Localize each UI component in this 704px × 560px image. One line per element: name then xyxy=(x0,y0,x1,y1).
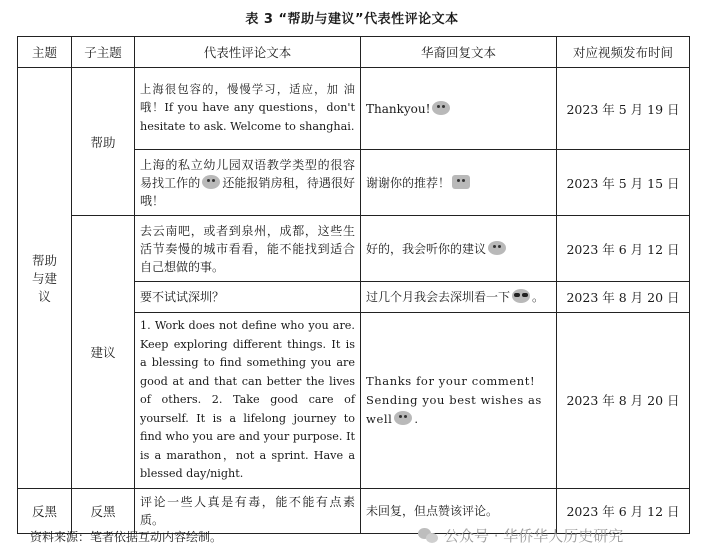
sunglasses-face-emoji-icon xyxy=(512,289,530,303)
reply-text: 谢谢你的推荐！ xyxy=(366,175,451,190)
smiling-face-emoji-icon xyxy=(488,241,506,255)
reply-cell xyxy=(361,313,557,489)
theme-anti: 反黑 xyxy=(18,488,72,533)
date-cell: 2023 年 5 月 15 日 xyxy=(557,150,690,216)
reply-cell xyxy=(361,282,557,313)
reply-text-end: . xyxy=(414,411,419,426)
watermark xyxy=(418,523,696,547)
header-theme: 主题 xyxy=(18,37,72,68)
reply-cell: 未回复，但点赞该评论。 xyxy=(361,488,557,533)
reply-text: Thankyou! xyxy=(366,101,431,116)
subtheme-anti: 反黑 xyxy=(72,488,135,533)
comment-cell: 去云南吧，或者到泉州，成都，这些生活节奏慢的城市看看，能不能找到适合自己想做的事。 xyxy=(135,216,361,282)
header-comment: 代表性评论文本 xyxy=(135,37,361,68)
reply-cell xyxy=(361,150,557,216)
reply-text: Thanks for your comment! Sending you best wishes as well xyxy=(366,373,542,426)
date-cell: 2023 年 5 月 19 日 xyxy=(557,68,690,150)
comment-cell: 要不试试深圳？ xyxy=(135,282,361,313)
watermark-text: 公众号 · 华侨华人历史研究 xyxy=(444,526,624,545)
comments-table xyxy=(17,36,690,534)
subtheme-advice: 建议 xyxy=(72,216,135,489)
date-cell: 2023 年 8 月 20 日 xyxy=(557,313,690,489)
comment-cell: 评论一些人真是有毒，能不能有点素质。 xyxy=(135,488,361,533)
reply-cell xyxy=(361,216,557,282)
reply-text: 好的，我会听你的建议 xyxy=(366,241,487,256)
date-cell: 2023 年 6 月 12 日 xyxy=(557,216,690,282)
table-caption: 表 3 “帮助与建议”代表性评论文本 xyxy=(245,12,459,27)
comment-text: 上海的私立幼儿园双语教学类型的很容易找工作的 xyxy=(140,157,355,190)
grinning-face-emoji-icon xyxy=(202,175,220,189)
header-date: 对应视频发布时间 xyxy=(557,37,690,68)
table-row xyxy=(18,68,690,150)
reply-text: 过几个月我会去深圳看一下 xyxy=(366,290,511,304)
raising-hands-emoji-icon xyxy=(452,175,470,189)
reply-text-end: 。 xyxy=(532,290,545,304)
smiling-face-emoji-icon xyxy=(394,411,412,425)
theme-help-advice: 帮助与建议 xyxy=(18,68,72,489)
subtheme-help: 帮助 xyxy=(72,68,135,216)
header-subtheme: 子主题 xyxy=(72,37,135,68)
reply-cell xyxy=(361,68,557,150)
smiling-face-emoji-icon xyxy=(432,101,450,115)
header-row xyxy=(18,37,690,68)
table-row xyxy=(18,216,690,282)
comment-cell: 1. Work does not define who you are. Keep exploring different things. It is a blessing to find something you are good at and that can better the lives of others. 2. Take good care of yourself. It is a lifelong journey to find who you are and your purpose. It is a marathon，not a sprint. Have a blessed day/night. xyxy=(135,313,361,489)
date-cell: 2023 年 8 月 20 日 xyxy=(557,282,690,313)
wechat-icon xyxy=(418,528,438,543)
date-cell: 2023 年 6 月 12 日 xyxy=(557,488,690,533)
header-reply: 华裔回复文本 xyxy=(361,37,557,68)
source-note: 资料来源：笔者依据互动内容绘制。 xyxy=(30,530,223,544)
comment-cell xyxy=(135,150,361,216)
comment-cell: 上海很包容的，慢慢学习，适应，加 油 哦！If you have any questions，don't hesitate to ask. Welcome to shanghai. xyxy=(135,68,361,150)
comment-text-continued: 还能报销房租，待遇很好哦！ xyxy=(140,175,355,208)
